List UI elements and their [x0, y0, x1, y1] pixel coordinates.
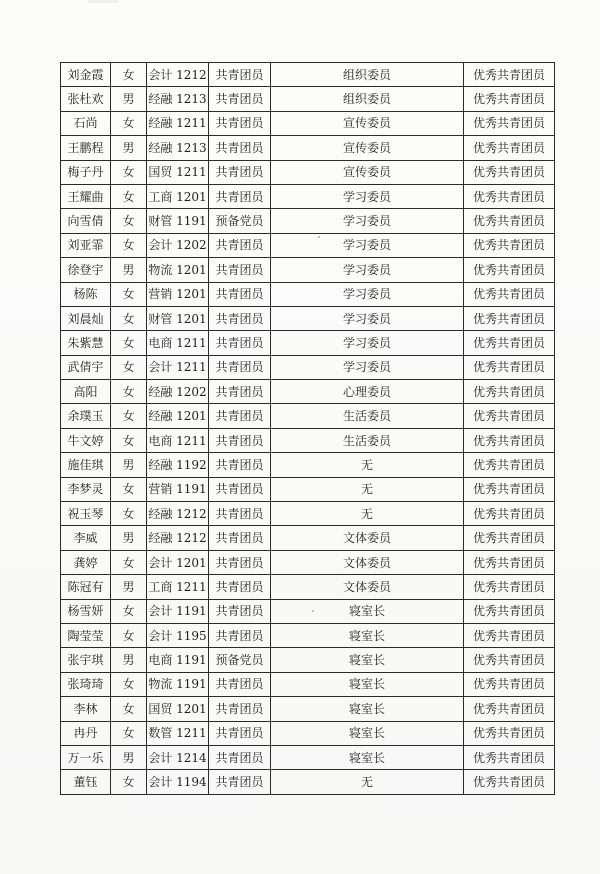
- gender-cell: 女: [111, 404, 147, 428]
- student-name-cell: 王鹏程: [61, 136, 111, 160]
- political-status-cell: 共青团员: [209, 672, 271, 696]
- table-row: [61, 623, 555, 647]
- position-cell: 寝室长: [271, 672, 464, 696]
- political-status-cell: 共青团员: [209, 599, 271, 623]
- class-cell: 电商 1191: [147, 648, 209, 672]
- student-name-cell: 龚婷: [61, 550, 111, 574]
- political-status-cell: 共青团员: [209, 745, 271, 769]
- position-cell: 寝室长: [271, 697, 464, 721]
- student-name-cell: 李梦灵: [61, 477, 111, 501]
- table-row: [61, 721, 555, 745]
- table-row: [61, 648, 555, 672]
- position-cell: 组织委员: [271, 87, 464, 111]
- class-cell: 经融 1212: [147, 526, 209, 550]
- award-cell: 优秀共青团员: [464, 380, 555, 404]
- class-cell: 会计 1191: [147, 599, 209, 623]
- award-cell: 优秀共青团员: [464, 184, 555, 208]
- gender-cell: 女: [111, 623, 147, 647]
- gender-cell: 男: [111, 526, 147, 550]
- award-cell: 优秀共青团员: [464, 770, 555, 794]
- political-status-cell: 共青团员: [209, 623, 271, 647]
- table-row: [61, 380, 555, 404]
- political-status-cell: 预备党员: [209, 209, 271, 233]
- scan-speck: [318, 236, 320, 238]
- table-row: [61, 355, 555, 379]
- class-cell: 电商 1211: [147, 428, 209, 452]
- political-status-cell: 共青团员: [209, 526, 271, 550]
- position-cell: 学习委员: [271, 282, 464, 306]
- student-name-cell: 祝玉琴: [61, 502, 111, 526]
- position-cell: 无: [271, 477, 464, 501]
- position-cell: 学习委员: [271, 233, 464, 257]
- student-name-cell: 刘亚霏: [61, 233, 111, 257]
- class-cell: 经融 1211: [147, 111, 209, 135]
- student-name-cell: 杨雪妍: [61, 599, 111, 623]
- student-name-cell: 杨陈: [61, 282, 111, 306]
- class-cell: 会计 1202: [147, 233, 209, 257]
- table-row: [61, 282, 555, 306]
- award-cell: 优秀共青团员: [464, 575, 555, 599]
- political-status-cell: 共青团员: [209, 550, 271, 574]
- gender-cell: 女: [111, 282, 147, 306]
- award-cell: 优秀共青团员: [464, 672, 555, 696]
- gender-cell: 男: [111, 575, 147, 599]
- award-cell: 优秀共青团员: [464, 599, 555, 623]
- student-name-cell: 李林: [61, 697, 111, 721]
- class-cell: 数管 1211: [147, 721, 209, 745]
- class-cell: 物流 1191: [147, 672, 209, 696]
- student-name-cell: 石尚: [61, 111, 111, 135]
- gender-cell: 男: [111, 745, 147, 769]
- political-status-cell: 共青团员: [209, 502, 271, 526]
- award-cell: 优秀共青团员: [464, 526, 555, 550]
- table-row: [61, 745, 555, 769]
- table-row: [61, 111, 555, 135]
- position-cell: 学习委员: [271, 258, 464, 282]
- position-cell: 无: [271, 453, 464, 477]
- award-cell: 优秀共青团员: [464, 477, 555, 501]
- position-cell: 学习委员: [271, 209, 464, 233]
- political-status-cell: 共青团员: [209, 404, 271, 428]
- student-name-cell: 牛文婷: [61, 428, 111, 452]
- position-cell: 学习委员: [271, 184, 464, 208]
- position-cell: 文体委员: [271, 526, 464, 550]
- student-name-cell: 武倩宇: [61, 355, 111, 379]
- gender-cell: 女: [111, 233, 147, 257]
- scan-artifact: [88, 0, 118, 3]
- political-status-cell: 共青团员: [209, 477, 271, 501]
- class-cell: 经融 1212: [147, 502, 209, 526]
- award-cell: 优秀共青团员: [464, 160, 555, 184]
- award-cell: 优秀共青团员: [464, 136, 555, 160]
- table-row: [61, 209, 555, 233]
- political-status-cell: 共青团员: [209, 721, 271, 745]
- student-name-cell: 刘晨灿: [61, 306, 111, 330]
- student-name-cell: 张宇琪: [61, 648, 111, 672]
- award-roster-table: [60, 62, 555, 795]
- table-row: [61, 331, 555, 355]
- gender-cell: 女: [111, 599, 147, 623]
- class-cell: 营销 1191: [147, 477, 209, 501]
- position-cell: 学习委员: [271, 331, 464, 355]
- position-cell: 无: [271, 770, 464, 794]
- position-cell: 寝室长: [271, 745, 464, 769]
- political-status-cell: 共青团员: [209, 355, 271, 379]
- position-cell: 生活委员: [271, 428, 464, 452]
- student-name-cell: 张琦琦: [61, 672, 111, 696]
- class-cell: 工商 1211: [147, 575, 209, 599]
- class-cell: 财管 1201: [147, 306, 209, 330]
- student-name-cell: 余璞玉: [61, 404, 111, 428]
- table-row: [61, 184, 555, 208]
- gender-cell: 男: [111, 648, 147, 672]
- political-status-cell: 共青团员: [209, 770, 271, 794]
- position-cell: 寝室长: [271, 623, 464, 647]
- student-name-cell: 梅子丹: [61, 160, 111, 184]
- student-name-cell: 万一乐: [61, 745, 111, 769]
- gender-cell: 男: [111, 258, 147, 282]
- political-status-cell: 共青团员: [209, 258, 271, 282]
- class-cell: 工商 1201: [147, 184, 209, 208]
- class-cell: 经融 1202: [147, 380, 209, 404]
- table-row: [61, 599, 555, 623]
- political-status-cell: 共青团员: [209, 697, 271, 721]
- award-cell: 优秀共青团员: [464, 63, 555, 87]
- student-name-cell: 向雪倩: [61, 209, 111, 233]
- position-cell: 宣传委员: [271, 160, 464, 184]
- student-name-cell: 张杜欢: [61, 87, 111, 111]
- political-status-cell: 共青团员: [209, 331, 271, 355]
- award-cell: 优秀共青团员: [464, 745, 555, 769]
- roster-body: [61, 63, 555, 795]
- table-row: [61, 136, 555, 160]
- political-status-cell: 共青团员: [209, 136, 271, 160]
- position-cell: 组织委员: [271, 63, 464, 87]
- gender-cell: 女: [111, 331, 147, 355]
- table-row: [61, 258, 555, 282]
- gender-cell: 女: [111, 770, 147, 794]
- scan-speck: [312, 610, 314, 612]
- position-cell: 寝室长: [271, 721, 464, 745]
- gender-cell: 女: [111, 63, 147, 87]
- political-status-cell: 共青团员: [209, 184, 271, 208]
- table-row: [61, 404, 555, 428]
- gender-cell: 女: [111, 111, 147, 135]
- table-row: [61, 233, 555, 257]
- class-cell: 经融 1213: [147, 136, 209, 160]
- gender-cell: 女: [111, 209, 147, 233]
- position-cell: 学习委员: [271, 306, 464, 330]
- table-row: [61, 526, 555, 550]
- award-cell: 优秀共青团员: [464, 87, 555, 111]
- political-status-cell: 共青团员: [209, 428, 271, 452]
- table-row: [61, 87, 555, 111]
- position-cell: 宣传委员: [271, 136, 464, 160]
- political-status-cell: 共青团员: [209, 282, 271, 306]
- political-status-cell: 共青团员: [209, 453, 271, 477]
- student-name-cell: 董钰: [61, 770, 111, 794]
- award-cell: 优秀共青团员: [464, 306, 555, 330]
- table-row: [61, 160, 555, 184]
- award-cell: 优秀共青团员: [464, 233, 555, 257]
- award-cell: 优秀共青团员: [464, 697, 555, 721]
- award-cell: 优秀共青团员: [464, 355, 555, 379]
- table-row: [61, 63, 555, 87]
- class-cell: 会计 1201: [147, 550, 209, 574]
- table-row: [61, 770, 555, 794]
- award-cell: 优秀共青团员: [464, 623, 555, 647]
- position-cell: 无: [271, 502, 464, 526]
- class-cell: 财管 1191: [147, 209, 209, 233]
- student-name-cell: 冉丹: [61, 721, 111, 745]
- political-status-cell: 共青团员: [209, 233, 271, 257]
- class-cell: 经融 1192: [147, 453, 209, 477]
- table-row: [61, 575, 555, 599]
- award-cell: 优秀共青团员: [464, 282, 555, 306]
- gender-cell: 女: [111, 184, 147, 208]
- position-cell: 寝室长: [271, 648, 464, 672]
- gender-cell: 女: [111, 550, 147, 574]
- class-cell: 会计 1212: [147, 63, 209, 87]
- student-name-cell: 徐登宇: [61, 258, 111, 282]
- award-cell: 优秀共青团员: [464, 258, 555, 282]
- political-status-cell: 共青团员: [209, 63, 271, 87]
- award-cell: 优秀共青团员: [464, 404, 555, 428]
- award-cell: 优秀共青团员: [464, 428, 555, 452]
- class-cell: 国贸 1201: [147, 697, 209, 721]
- student-name-cell: 陶莹莹: [61, 623, 111, 647]
- position-cell: 生活委员: [271, 404, 464, 428]
- table-row: [61, 453, 555, 477]
- political-status-cell: 共青团员: [209, 87, 271, 111]
- gender-cell: 女: [111, 380, 147, 404]
- gender-cell: 男: [111, 136, 147, 160]
- student-name-cell: 高阳: [61, 380, 111, 404]
- award-cell: 优秀共青团员: [464, 453, 555, 477]
- table-row: [61, 697, 555, 721]
- class-cell: 会计 1195: [147, 623, 209, 647]
- class-cell: 营销 1201: [147, 282, 209, 306]
- student-name-cell: 王耀曲: [61, 184, 111, 208]
- gender-cell: 男: [111, 87, 147, 111]
- political-status-cell: 共青团员: [209, 111, 271, 135]
- political-status-cell: 共青团员: [209, 575, 271, 599]
- table-row: [61, 672, 555, 696]
- class-cell: 会计 1214: [147, 745, 209, 769]
- student-name-cell: 刘金霞: [61, 63, 111, 87]
- gender-cell: 女: [111, 428, 147, 452]
- gender-cell: 女: [111, 477, 147, 501]
- class-cell: 经融 1201: [147, 404, 209, 428]
- gender-cell: 女: [111, 160, 147, 184]
- table-row: [61, 502, 555, 526]
- student-name-cell: 陈冠有: [61, 575, 111, 599]
- position-cell: 文体委员: [271, 575, 464, 599]
- position-cell: 宣传委员: [271, 111, 464, 135]
- table-row: [61, 477, 555, 501]
- gender-cell: 女: [111, 355, 147, 379]
- class-cell: 物流 1201: [147, 258, 209, 282]
- political-status-cell: 共青团员: [209, 160, 271, 184]
- position-cell: 文体委员: [271, 550, 464, 574]
- class-cell: 国贸 1211: [147, 160, 209, 184]
- class-cell: 会计 1211: [147, 355, 209, 379]
- award-cell: 优秀共青团员: [464, 209, 555, 233]
- table-row: [61, 428, 555, 452]
- gender-cell: 女: [111, 721, 147, 745]
- award-cell: 优秀共青团员: [464, 111, 555, 135]
- table-row: [61, 306, 555, 330]
- table-row: [61, 550, 555, 574]
- student-name-cell: 李威: [61, 526, 111, 550]
- political-status-cell: 共青团员: [209, 380, 271, 404]
- political-status-cell: 预备党员: [209, 648, 271, 672]
- political-status-cell: 共青团员: [209, 306, 271, 330]
- award-cell: 优秀共青团员: [464, 331, 555, 355]
- class-cell: 会计 1194: [147, 770, 209, 794]
- award-cell: 优秀共青团员: [464, 648, 555, 672]
- class-cell: 经融 1213: [147, 87, 209, 111]
- award-cell: 优秀共青团员: [464, 721, 555, 745]
- gender-cell: 男: [111, 453, 147, 477]
- student-name-cell: 施佳琪: [61, 453, 111, 477]
- position-cell: 寝室长: [271, 599, 464, 623]
- gender-cell: 女: [111, 306, 147, 330]
- position-cell: 心理委员: [271, 380, 464, 404]
- position-cell: 学习委员: [271, 355, 464, 379]
- class-cell: 电商 1211: [147, 331, 209, 355]
- gender-cell: 女: [111, 672, 147, 696]
- gender-cell: 女: [111, 502, 147, 526]
- award-cell: 优秀共青团员: [464, 502, 555, 526]
- gender-cell: 女: [111, 697, 147, 721]
- award-cell: 优秀共青团员: [464, 550, 555, 574]
- student-name-cell: 朱紫慧: [61, 331, 111, 355]
